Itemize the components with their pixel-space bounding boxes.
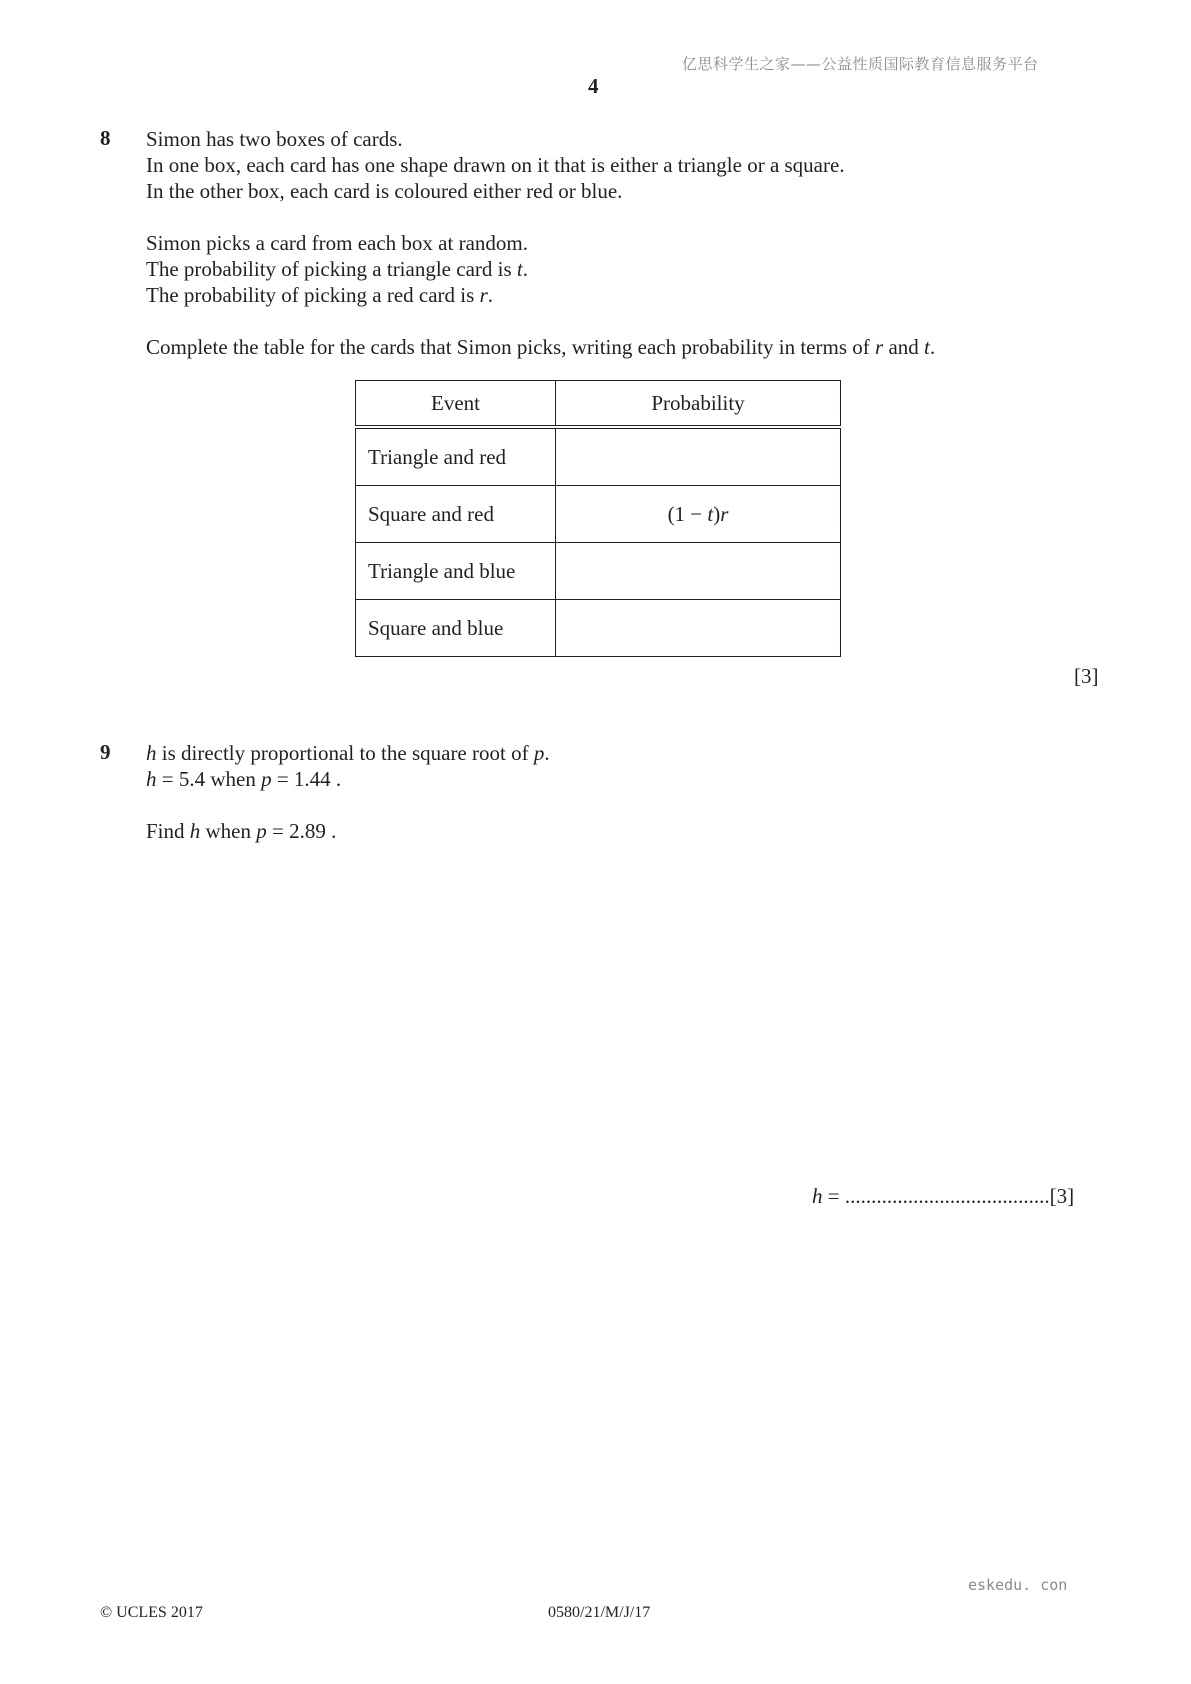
q9-line-3-text: Find bbox=[146, 819, 190, 843]
probability-table bbox=[355, 380, 841, 657]
prob-close: ) bbox=[713, 501, 721, 526]
var-h: h bbox=[146, 741, 157, 765]
q9-line-1-text: is directly proportional to the square root of bbox=[156, 741, 534, 765]
q9-line-2 bbox=[146, 766, 341, 792]
var-h: h bbox=[189, 819, 201, 843]
answer-dots[interactable]: ....................................... bbox=[844, 1184, 1050, 1208]
q9-line-2-text: = 5.4 when bbox=[156, 767, 262, 791]
probability-answer-cell[interactable] bbox=[556, 427, 841, 486]
var-r: r bbox=[479, 283, 488, 307]
var-p: p bbox=[256, 819, 267, 843]
header-event: Event bbox=[356, 381, 556, 428]
var-t: t bbox=[707, 501, 714, 526]
q9-marks: [3] bbox=[1049, 1184, 1075, 1208]
q9-line-3-when: when bbox=[200, 819, 257, 843]
bottom-watermark: eskedu. con bbox=[968, 1576, 1068, 1594]
footer-copyright: © UCLES 2017 bbox=[100, 1604, 203, 1621]
table-row bbox=[356, 486, 841, 543]
page-number: 4 bbox=[588, 74, 599, 98]
question-9-number: 9 bbox=[100, 740, 111, 764]
q8-line-3: In the other box, each card is coloured either red or blue. bbox=[146, 179, 623, 203]
table-row bbox=[356, 427, 841, 486]
var-t: t bbox=[924, 335, 930, 359]
table-row bbox=[356, 543, 841, 600]
q8-marks: [3] bbox=[1074, 664, 1099, 688]
q9-line-1 bbox=[146, 740, 550, 766]
event-cell: Square and blue bbox=[356, 600, 556, 657]
var-t: t bbox=[516, 257, 523, 281]
q9-line-1-end: . bbox=[544, 741, 550, 765]
var-h: h bbox=[812, 1184, 823, 1208]
prob-open: (1 − bbox=[667, 501, 708, 526]
footer-paper-code: 0580/21/M/J/17 bbox=[548, 1604, 651, 1621]
probability-given-cell bbox=[556, 486, 841, 543]
q9-line-3-end: = 2.89 . bbox=[266, 819, 337, 843]
q8-line-5-end: . bbox=[522, 257, 528, 281]
q8-line-4: Simon picks a card from each box at random. bbox=[146, 231, 528, 255]
q8-line-6 bbox=[146, 282, 493, 308]
q9-line-3 bbox=[146, 818, 336, 844]
q8-instruction-end: . bbox=[929, 335, 936, 359]
event-cell: Triangle and red bbox=[356, 427, 556, 486]
q8-line-2: In one box, each card has one shape drawn on it that is either a triangle or a square. bbox=[146, 153, 845, 177]
probability-answer-cell[interactable] bbox=[556, 600, 841, 657]
var-h: h bbox=[146, 767, 157, 791]
probability-answer-cell[interactable] bbox=[556, 543, 841, 600]
event-cell: Square and red bbox=[356, 486, 556, 543]
q9-line-2-end: = 1.44 . bbox=[271, 767, 342, 791]
q8-line-5-text: The probability of picking a triangle card is bbox=[146, 257, 517, 281]
question-8-number: 8 bbox=[100, 126, 111, 150]
event-cell: Triangle and blue bbox=[356, 543, 556, 600]
top-watermark: 亿思科学生之家——公益性质国际教育信息服务平台 bbox=[682, 55, 1039, 73]
q8-instruction-and: and bbox=[883, 335, 925, 359]
table-row bbox=[356, 600, 841, 657]
table-header-row bbox=[356, 381, 841, 428]
header-probability: Probability bbox=[556, 381, 841, 428]
answer-equals: = bbox=[822, 1184, 845, 1208]
q8-line-5 bbox=[146, 256, 528, 282]
var-r: r bbox=[875, 335, 884, 359]
var-p: p bbox=[533, 741, 545, 765]
q8-instruction bbox=[146, 334, 935, 360]
var-p: p bbox=[261, 767, 272, 791]
q8-instruction-text: Complete the table for the cards that Simon picks, writing each probability in terms of bbox=[146, 335, 875, 359]
q8-line-6-text: The probability of picking a red card is bbox=[146, 283, 480, 307]
q8-line-1: Simon has two boxes of cards. bbox=[146, 127, 403, 151]
var-r: r bbox=[720, 501, 729, 526]
q9-answer-line[interactable] bbox=[812, 1184, 1074, 1209]
q8-line-6-end: . bbox=[487, 283, 493, 307]
